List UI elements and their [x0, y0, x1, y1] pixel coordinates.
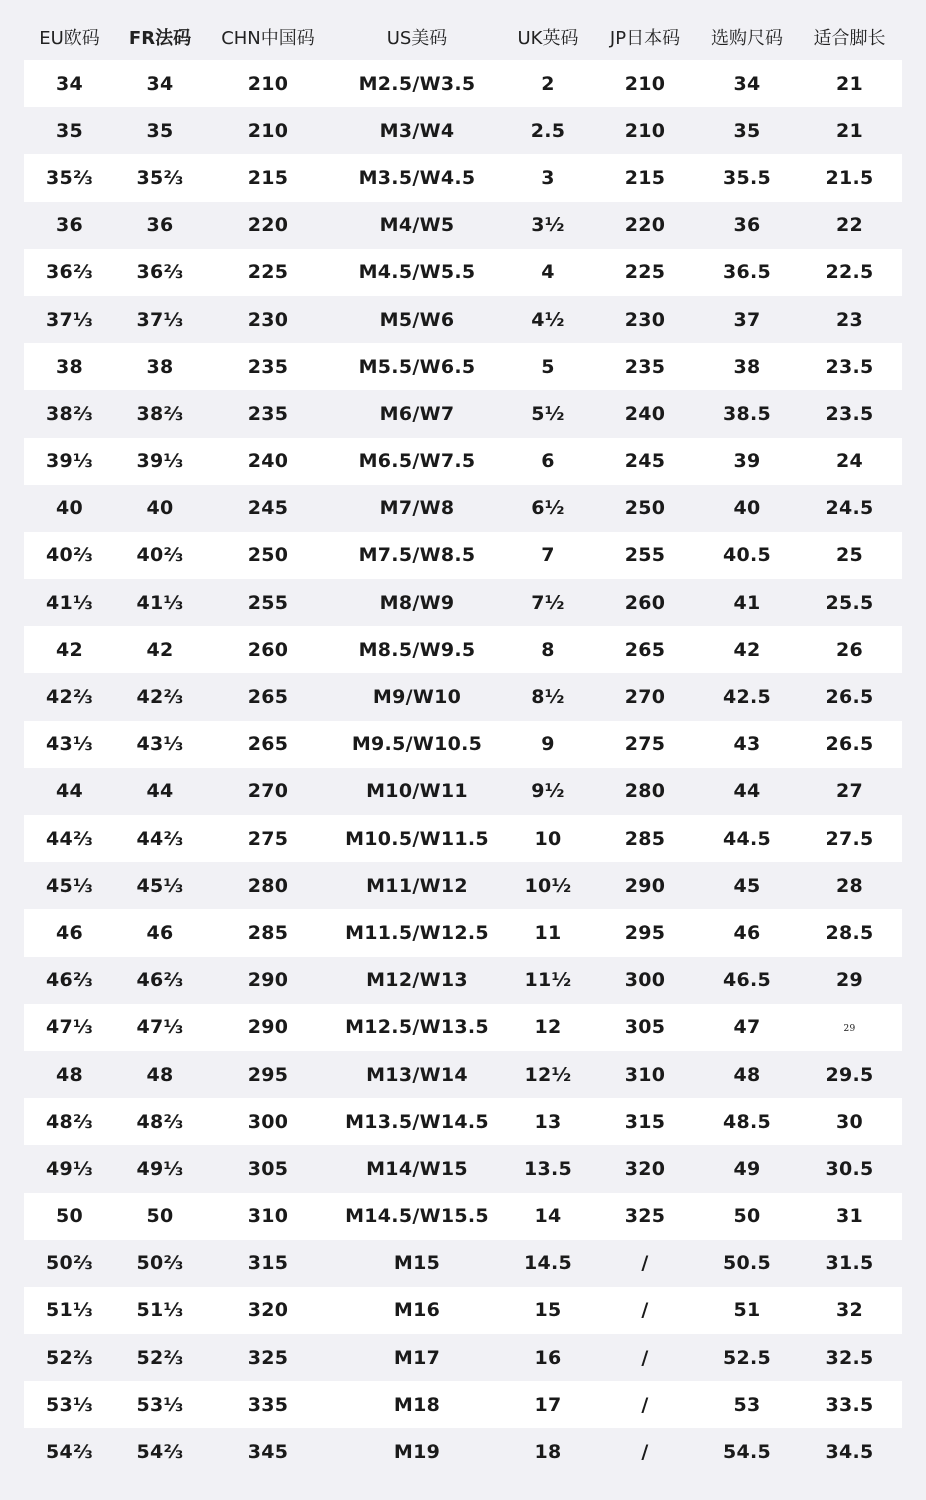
- table-row: [24, 1240, 902, 1287]
- cell-eu: 51⅓: [45, 1299, 93, 1322]
- cell-fr: 45⅓: [136, 874, 184, 897]
- table-row: [24, 1193, 902, 1240]
- cell-chn: 240: [247, 450, 289, 473]
- cell-uk: 7½: [531, 591, 565, 614]
- cell-purchase-size: 40.5: [722, 544, 772, 567]
- cell-jp: 210: [624, 119, 666, 142]
- cell-eu: 41⅓: [45, 591, 93, 614]
- cell-fr: 50⅔: [136, 1252, 184, 1275]
- cell-purchase-size: 52.5: [722, 1346, 772, 1369]
- cell-purchase-size: 35.5: [722, 166, 772, 189]
- cell-uk: 14: [534, 1205, 562, 1228]
- cell-purchase-size: 38: [733, 355, 761, 378]
- cell-us: M3.5/W4.5: [358, 166, 476, 189]
- header-chn: CHN中国码: [221, 28, 315, 49]
- cell-foot-length: 32: [835, 1299, 864, 1322]
- cell-us: M9/W10: [372, 686, 462, 709]
- cell-eu: 46⅔: [45, 969, 93, 992]
- cell-foot-length: 23: [835, 308, 864, 331]
- cell-chn: 290: [247, 969, 289, 992]
- table-row: [24, 721, 902, 768]
- cell-purchase-size: 39: [733, 450, 761, 473]
- size-chart-header: [24, 14, 902, 60]
- cell-us: M15: [393, 1252, 441, 1275]
- cell-jp: 275: [624, 733, 666, 756]
- cell-fr: 38⅔: [136, 402, 184, 425]
- cell-foot-length: 21.5: [825, 166, 874, 189]
- table-row: [24, 532, 902, 579]
- cell-purchase-size: 41: [733, 591, 761, 614]
- cell-eu: 52⅔: [45, 1346, 93, 1369]
- cell-foot-length: 30.5: [825, 1157, 874, 1180]
- table-row: [24, 1381, 902, 1428]
- header-purchase-size: 选购尺码: [711, 28, 783, 49]
- cell-jp: /: [641, 1441, 649, 1464]
- cell-uk: 9: [541, 733, 555, 756]
- cell-foot-length: 27: [835, 780, 864, 803]
- cell-jp: 225: [624, 261, 666, 284]
- cell-jp: 230: [624, 308, 666, 331]
- table-row: [24, 1051, 902, 1098]
- cell-uk: 7: [541, 544, 555, 567]
- cell-chn: 325: [247, 1346, 289, 1369]
- cell-purchase-size: 47: [733, 1016, 761, 1039]
- cell-chn: 275: [247, 827, 289, 850]
- cell-fr: 46: [146, 921, 174, 944]
- cell-uk: 15: [534, 1299, 562, 1322]
- cell-us: M14/W15: [366, 1157, 468, 1180]
- table-row: [24, 107, 902, 154]
- cell-chn: 315: [247, 1252, 289, 1275]
- cell-eu: 43⅓: [45, 733, 93, 756]
- cell-foot-length: 21: [835, 72, 864, 95]
- cell-fr: 40: [146, 497, 174, 520]
- cell-chn: 280: [247, 874, 289, 897]
- cell-us: M6.5/W7.5: [358, 450, 476, 473]
- cell-chn: 210: [247, 119, 289, 142]
- cell-eu: 44: [55, 780, 84, 803]
- table-row: [24, 154, 902, 201]
- cell-eu: 35: [55, 119, 84, 142]
- cell-foot-length: 30: [835, 1110, 864, 1133]
- cell-foot-length: 29.5: [825, 1063, 874, 1086]
- table-row: [24, 485, 902, 532]
- cell-uk: 11½: [524, 969, 572, 992]
- cell-us: M6/W7: [379, 402, 455, 425]
- cell-chn: 335: [247, 1393, 289, 1416]
- cell-chn: 225: [247, 261, 289, 284]
- cell-uk: 6: [541, 450, 555, 473]
- cell-purchase-size: 36: [733, 214, 761, 237]
- cell-us: M18: [393, 1393, 441, 1416]
- cell-purchase-size: 48.5: [722, 1110, 772, 1133]
- table-row: [24, 1098, 902, 1145]
- table-row: [24, 296, 902, 343]
- cell-purchase-size: 43: [733, 733, 761, 756]
- cell-foot-length: 33.5: [825, 1393, 874, 1416]
- cell-foot-length: 26.5: [825, 686, 874, 709]
- cell-fr: 36⅔: [136, 261, 184, 284]
- table-row: [24, 249, 902, 296]
- cell-eu: 53⅓: [45, 1393, 93, 1416]
- cell-jp: /: [641, 1252, 649, 1275]
- cell-eu: 44⅔: [45, 827, 93, 850]
- cell-us: M9.5/W10.5: [351, 733, 483, 756]
- cell-jp: /: [641, 1346, 649, 1369]
- cell-foot-length: 28: [835, 874, 864, 897]
- cell-eu: 38⅔: [45, 402, 93, 425]
- cell-jp: 255: [624, 544, 666, 567]
- cell-uk: 18: [534, 1441, 562, 1464]
- header-us: US美码: [386, 28, 448, 49]
- cell-eu: 42: [55, 638, 84, 661]
- cell-fr: 48: [146, 1063, 174, 1086]
- cell-eu: 50⅔: [45, 1252, 93, 1275]
- cell-eu: 54⅔: [45, 1441, 93, 1464]
- cell-chn: 310: [247, 1205, 289, 1228]
- cell-jp: 305: [624, 1016, 666, 1039]
- cell-us: M4/W5: [379, 214, 455, 237]
- cell-uk: 13.5: [523, 1157, 573, 1180]
- cell-uk: 3½: [531, 214, 565, 237]
- table-row: [24, 390, 902, 437]
- cell-jp: 210: [624, 72, 666, 95]
- cell-jp: /: [641, 1393, 649, 1416]
- cell-uk: 5: [541, 355, 555, 378]
- table-row: [24, 438, 902, 485]
- cell-chn: 250: [247, 544, 289, 567]
- cell-purchase-size: 50: [733, 1205, 761, 1228]
- table-row: [24, 1145, 902, 1192]
- cell-fr: 51⅓: [136, 1299, 184, 1322]
- cell-fr: 36: [146, 214, 174, 237]
- cell-uk: 9½: [531, 780, 565, 803]
- cell-eu: 45⅓: [45, 874, 93, 897]
- cell-us: M7/W8: [379, 497, 455, 520]
- table-row: [24, 1004, 902, 1051]
- cell-purchase-size: 48: [733, 1063, 761, 1086]
- cell-fr: 49⅓: [136, 1157, 184, 1180]
- cell-us: M10.5/W11.5: [345, 827, 489, 850]
- cell-purchase-size: 37: [733, 308, 761, 331]
- cell-jp: 240: [624, 402, 666, 425]
- cell-purchase-size: 44: [733, 780, 761, 803]
- cell-foot-length: 26.5: [825, 733, 874, 756]
- cell-uk: 17: [534, 1393, 562, 1416]
- cell-uk: 14.5: [523, 1252, 573, 1275]
- cell-chn: 345: [247, 1441, 289, 1464]
- cell-uk: 12½: [524, 1063, 572, 1086]
- cell-us: M8.5/W9.5: [358, 638, 476, 661]
- cell-eu: 46: [55, 921, 84, 944]
- cell-fr: 44: [146, 780, 174, 803]
- cell-fr: 44⅔: [136, 827, 184, 850]
- cell-purchase-size: 44.5: [722, 827, 772, 850]
- cell-fr: 46⅔: [136, 969, 184, 992]
- cell-eu: 40⅔: [45, 544, 93, 567]
- cell-jp: 235: [624, 355, 666, 378]
- cell-chn: 265: [247, 686, 289, 709]
- cell-chn: 220: [247, 214, 289, 237]
- cell-fr: 52⅔: [136, 1346, 184, 1369]
- cell-jp: 315: [624, 1110, 666, 1133]
- cell-fr: 34: [146, 72, 174, 95]
- cell-uk: 4: [541, 261, 555, 284]
- table-row: [24, 626, 902, 673]
- cell-us: M17: [393, 1346, 441, 1369]
- cell-uk: 10½: [524, 874, 572, 897]
- cell-jp: 245: [624, 450, 666, 473]
- cell-chn: 265: [247, 733, 289, 756]
- cell-us: M12.5/W13.5: [345, 1016, 489, 1039]
- cell-fr: 43⅓: [136, 733, 184, 756]
- cell-jp: 265: [624, 638, 666, 661]
- cell-eu: 38: [55, 355, 84, 378]
- cell-fr: 42⅔: [136, 686, 184, 709]
- cell-purchase-size: 51: [733, 1299, 761, 1322]
- header-foot-length: 适合脚长: [813, 28, 886, 49]
- cell-fr: 53⅓: [136, 1393, 184, 1416]
- table-row: [24, 343, 902, 390]
- cell-foot-length: 34.5: [825, 1441, 874, 1464]
- cell-purchase-size: 35: [733, 119, 761, 142]
- cell-fr: 40⅔: [136, 544, 184, 567]
- size-chart-body: [24, 60, 902, 1476]
- cell-jp: 220: [624, 214, 666, 237]
- cell-chn: 215: [247, 166, 289, 189]
- cell-chn: 210: [247, 72, 289, 95]
- cell-us: M13/W14: [366, 1063, 468, 1086]
- cell-chn: 290: [247, 1016, 289, 1039]
- table-row: [24, 909, 902, 956]
- table-row: [24, 1287, 902, 1334]
- cell-uk: 13: [534, 1110, 562, 1133]
- cell-chn: 295: [247, 1063, 289, 1086]
- cell-purchase-size: 45: [733, 874, 761, 897]
- cell-foot-length: 23.5: [825, 402, 874, 425]
- cell-fr: 47⅓: [136, 1016, 184, 1039]
- cell-purchase-size: 42.5: [722, 686, 772, 709]
- cell-jp: 270: [624, 686, 666, 709]
- cell-eu: 47⅓: [45, 1016, 93, 1039]
- cell-us: M19: [393, 1441, 441, 1464]
- cell-purchase-size: 53: [733, 1393, 761, 1416]
- cell-foot-length: 31.5: [825, 1252, 874, 1275]
- cell-purchase-size: 42: [733, 638, 761, 661]
- size-chart: [24, 14, 902, 1476]
- cell-chn: 245: [247, 497, 289, 520]
- cell-purchase-size: 34: [733, 72, 761, 95]
- cell-purchase-size: 46: [733, 921, 761, 944]
- cell-us: M11/W12: [366, 874, 468, 897]
- cell-jp: 215: [624, 166, 666, 189]
- table-row: [24, 60, 902, 107]
- cell-foot-length: 29: [843, 1024, 856, 1035]
- cell-chn: 235: [247, 355, 289, 378]
- cell-jp: 295: [624, 921, 666, 944]
- cell-us: M8/W9: [379, 591, 455, 614]
- cell-us: M10/W11: [366, 780, 468, 803]
- cell-jp: 260: [624, 591, 666, 614]
- table-row: [24, 957, 902, 1004]
- cell-fr: 54⅔: [136, 1441, 184, 1464]
- cell-uk: 8½: [531, 686, 565, 709]
- cell-purchase-size: 49: [733, 1157, 761, 1180]
- header-jp: JP日本码: [609, 28, 681, 49]
- cell-eu: 50: [55, 1205, 84, 1228]
- cell-us: M12/W13: [366, 969, 468, 992]
- cell-uk: 11: [534, 921, 562, 944]
- cell-us: M16: [393, 1299, 441, 1322]
- cell-foot-length: 28.5: [825, 921, 874, 944]
- table-row: [24, 815, 902, 862]
- cell-chn: 320: [247, 1299, 289, 1322]
- cell-jp: 300: [624, 969, 666, 992]
- table-row: [24, 768, 902, 815]
- cell-us: M13.5/W14.5: [345, 1110, 489, 1133]
- cell-eu: 48⅔: [45, 1110, 93, 1133]
- cell-chn: 230: [247, 308, 289, 331]
- cell-fr: 48⅔: [136, 1110, 184, 1133]
- cell-eu: 49⅓: [45, 1157, 93, 1180]
- cell-eu: 34: [55, 72, 84, 95]
- cell-foot-length: 31: [835, 1205, 864, 1228]
- cell-uk: 2: [541, 72, 555, 95]
- cell-fr: 41⅓: [136, 591, 184, 614]
- cell-eu: 39⅓: [45, 450, 93, 473]
- cell-uk: 6½: [531, 497, 565, 520]
- cell-jp: 250: [624, 497, 666, 520]
- cell-purchase-size: 40: [733, 497, 761, 520]
- cell-chn: 260: [247, 638, 289, 661]
- cell-us: M4.5/W5.5: [358, 261, 476, 284]
- cell-foot-length: 22: [835, 214, 864, 237]
- cell-us: M5.5/W6.5: [358, 355, 476, 378]
- cell-chn: 255: [247, 591, 289, 614]
- table-row: [24, 862, 902, 909]
- cell-uk: 2.5: [530, 119, 566, 142]
- cell-foot-length: 22.5: [825, 261, 874, 284]
- cell-foot-length: 23.5: [825, 355, 874, 378]
- cell-eu: 36⅔: [45, 261, 93, 284]
- cell-eu: 40: [55, 497, 84, 520]
- cell-uk: 5½: [531, 402, 565, 425]
- cell-foot-length: 32.5: [825, 1346, 874, 1369]
- table-row: [24, 673, 902, 720]
- cell-jp: /: [641, 1299, 649, 1322]
- table-row: [24, 202, 902, 249]
- cell-chn: 235: [247, 402, 289, 425]
- cell-jp: 320: [624, 1157, 666, 1180]
- cell-fr: 35⅔: [136, 166, 184, 189]
- cell-fr: 42: [146, 638, 174, 661]
- cell-jp: 280: [624, 780, 666, 803]
- cell-fr: 50: [146, 1205, 174, 1228]
- cell-foot-length: 24: [835, 450, 864, 473]
- cell-us: M14.5/W15.5: [345, 1205, 489, 1228]
- cell-jp: 290: [624, 874, 666, 897]
- cell-uk: 8: [541, 638, 555, 661]
- cell-eu: 42⅔: [45, 686, 93, 709]
- cell-fr: 35: [146, 119, 174, 142]
- cell-foot-length: 21: [835, 119, 864, 142]
- header-uk: UK英码: [517, 28, 579, 49]
- cell-foot-length: 26: [835, 638, 864, 661]
- cell-chn: 305: [247, 1157, 289, 1180]
- cell-purchase-size: 50.5: [722, 1252, 772, 1275]
- cell-eu: 36: [55, 214, 84, 237]
- cell-us: M2.5/W3.5: [358, 72, 476, 95]
- header-eu: EU欧码: [39, 28, 100, 49]
- cell-eu: 48: [55, 1063, 84, 1086]
- cell-us: M3/W4: [379, 119, 455, 142]
- table-row: [24, 1428, 902, 1475]
- cell-foot-length: 25: [835, 544, 864, 567]
- cell-jp: 285: [624, 827, 666, 850]
- cell-foot-length: 25.5: [825, 591, 874, 614]
- cell-eu: 35⅔: [45, 166, 93, 189]
- cell-eu: 37⅓: [45, 308, 93, 331]
- cell-foot-length: 29: [835, 969, 864, 992]
- cell-purchase-size: 36.5: [722, 261, 772, 284]
- cell-fr: 37⅓: [136, 308, 184, 331]
- cell-jp: 310: [624, 1063, 666, 1086]
- cell-us: M11.5/W12.5: [345, 921, 489, 944]
- cell-us: M5/W6: [379, 308, 455, 331]
- cell-purchase-size: 38.5: [722, 402, 772, 425]
- cell-foot-length: 27.5: [825, 827, 874, 850]
- cell-uk: 16: [534, 1346, 562, 1369]
- cell-uk: 10: [534, 827, 562, 850]
- cell-us: M7.5/W8.5: [358, 544, 476, 567]
- cell-uk: 12: [534, 1016, 562, 1039]
- table-row: [24, 1334, 902, 1381]
- cell-jp: 325: [624, 1205, 666, 1228]
- cell-chn: 300: [247, 1110, 289, 1133]
- cell-uk: 4½: [531, 308, 565, 331]
- cell-uk: 3: [541, 166, 555, 189]
- cell-fr: 38: [146, 355, 174, 378]
- cell-chn: 285: [247, 921, 289, 944]
- cell-chn: 270: [247, 780, 289, 803]
- cell-purchase-size: 46.5: [722, 969, 772, 992]
- cell-purchase-size: 54.5: [722, 1441, 772, 1464]
- table-row: [24, 579, 902, 626]
- cell-fr: 39⅓: [136, 450, 184, 473]
- header-fr: FR法码: [128, 28, 192, 49]
- cell-foot-length: 24.5: [825, 497, 874, 520]
